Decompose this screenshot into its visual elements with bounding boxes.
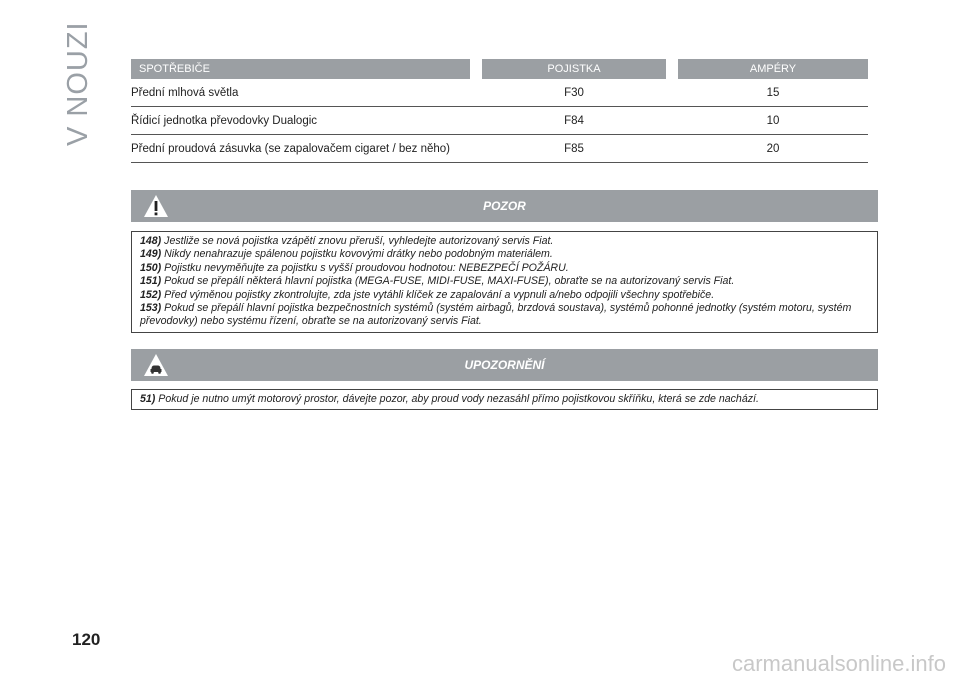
item-text: Pojistku nevyměňujte za pojistku s vyšší proudovou hodnotou: NEBEZPEČÍ POŽÁRU. [164,261,569,274]
cell-consumer: Přední proudová zásuvka (se zapalovačem cigaret / bez něho) [131,142,450,155]
item-number: 153) [140,302,162,315]
warning-item [140,302,869,329]
table-header [131,59,868,79]
cell-amperes: 10 [766,114,780,127]
cell-amperes: 20 [766,142,780,155]
cell-fuse: F84 [564,114,584,127]
cell-consumer: Řídicí jednotka převodovky Dualogic [131,114,318,127]
cell-fuse: F85 [564,142,584,155]
cell-fuse: F30 [564,86,584,99]
page-number: 120 [72,630,101,649]
item-number: 149) [140,248,162,261]
warning-header [131,190,878,222]
header-fuse: POJISTKA [482,59,666,79]
warning-item [140,262,869,275]
table-row [131,79,868,107]
car-notice-icon [143,353,169,377]
watermark: carmanualsonline.info [731,651,946,676]
warning-triangle-icon [143,194,169,218]
notice-header [131,349,878,381]
item-text: Nikdy nenahrazuje spálenou pojistku kovovými drátky nebo podobným materiálem. [164,248,553,261]
item-text: Jestliže se nová pojistka vzápětí znovu přeruší, vyhledejte autorizovaný servis Fiat. [164,235,554,247]
item-text: Pokud se přepálí hlavní pojistka bezpečnostních systémů (systém airbagů, brzdová soustava), systémů pohonné jednotky (systém motoru, systém převodovky) nebo systému řízení, obraťte se na autorizovaný servis Fiat. [140,302,852,328]
header-amperes: AMPÉRY [678,59,868,79]
warning-title: POZOR [483,199,526,213]
item-number: 152) [140,288,162,301]
item-text: Pokud je nutno umýt motorový prostor, dávejte pozor, aby proud vody nezasáhl přímo pojistkovou skříňku, která se zde nachází. [158,393,759,405]
fuse-table [131,59,868,163]
item-number: 150) [140,261,162,274]
warning-item [140,289,869,302]
warning-body [131,231,878,333]
warning-item [140,248,869,261]
item-text: Pokud se přepálí některá hlavní pojistka (MEGA-FUSE, MIDI-FUSE, MAXI-FUSE), obraťte se na autorizovaný servis Fiat. [164,275,735,288]
notice-body [131,389,878,410]
notice-item [140,393,869,406]
section-title: V NOUZI [62,21,94,146]
item-number: 148) [140,235,162,247]
item-text: Před výměnou pojistky zkontrolujte, zda jste vytáhli klíček ze zapalování a vypnuli a/nebo odpojili všechny spotřebiče. [164,288,715,301]
cell-amperes: 15 [766,86,780,99]
item-number: 151) [140,275,162,288]
notice-title: UPOZORNĚNÍ [464,358,545,372]
cell-consumer: Přední mlhová světla [131,86,239,99]
warning-item [140,275,869,288]
warning-item [140,235,869,248]
table-row [131,107,868,135]
header-consumers: SPOTŘEBIČE [131,59,470,79]
item-number: 51) [140,393,156,405]
table-row [131,135,868,163]
